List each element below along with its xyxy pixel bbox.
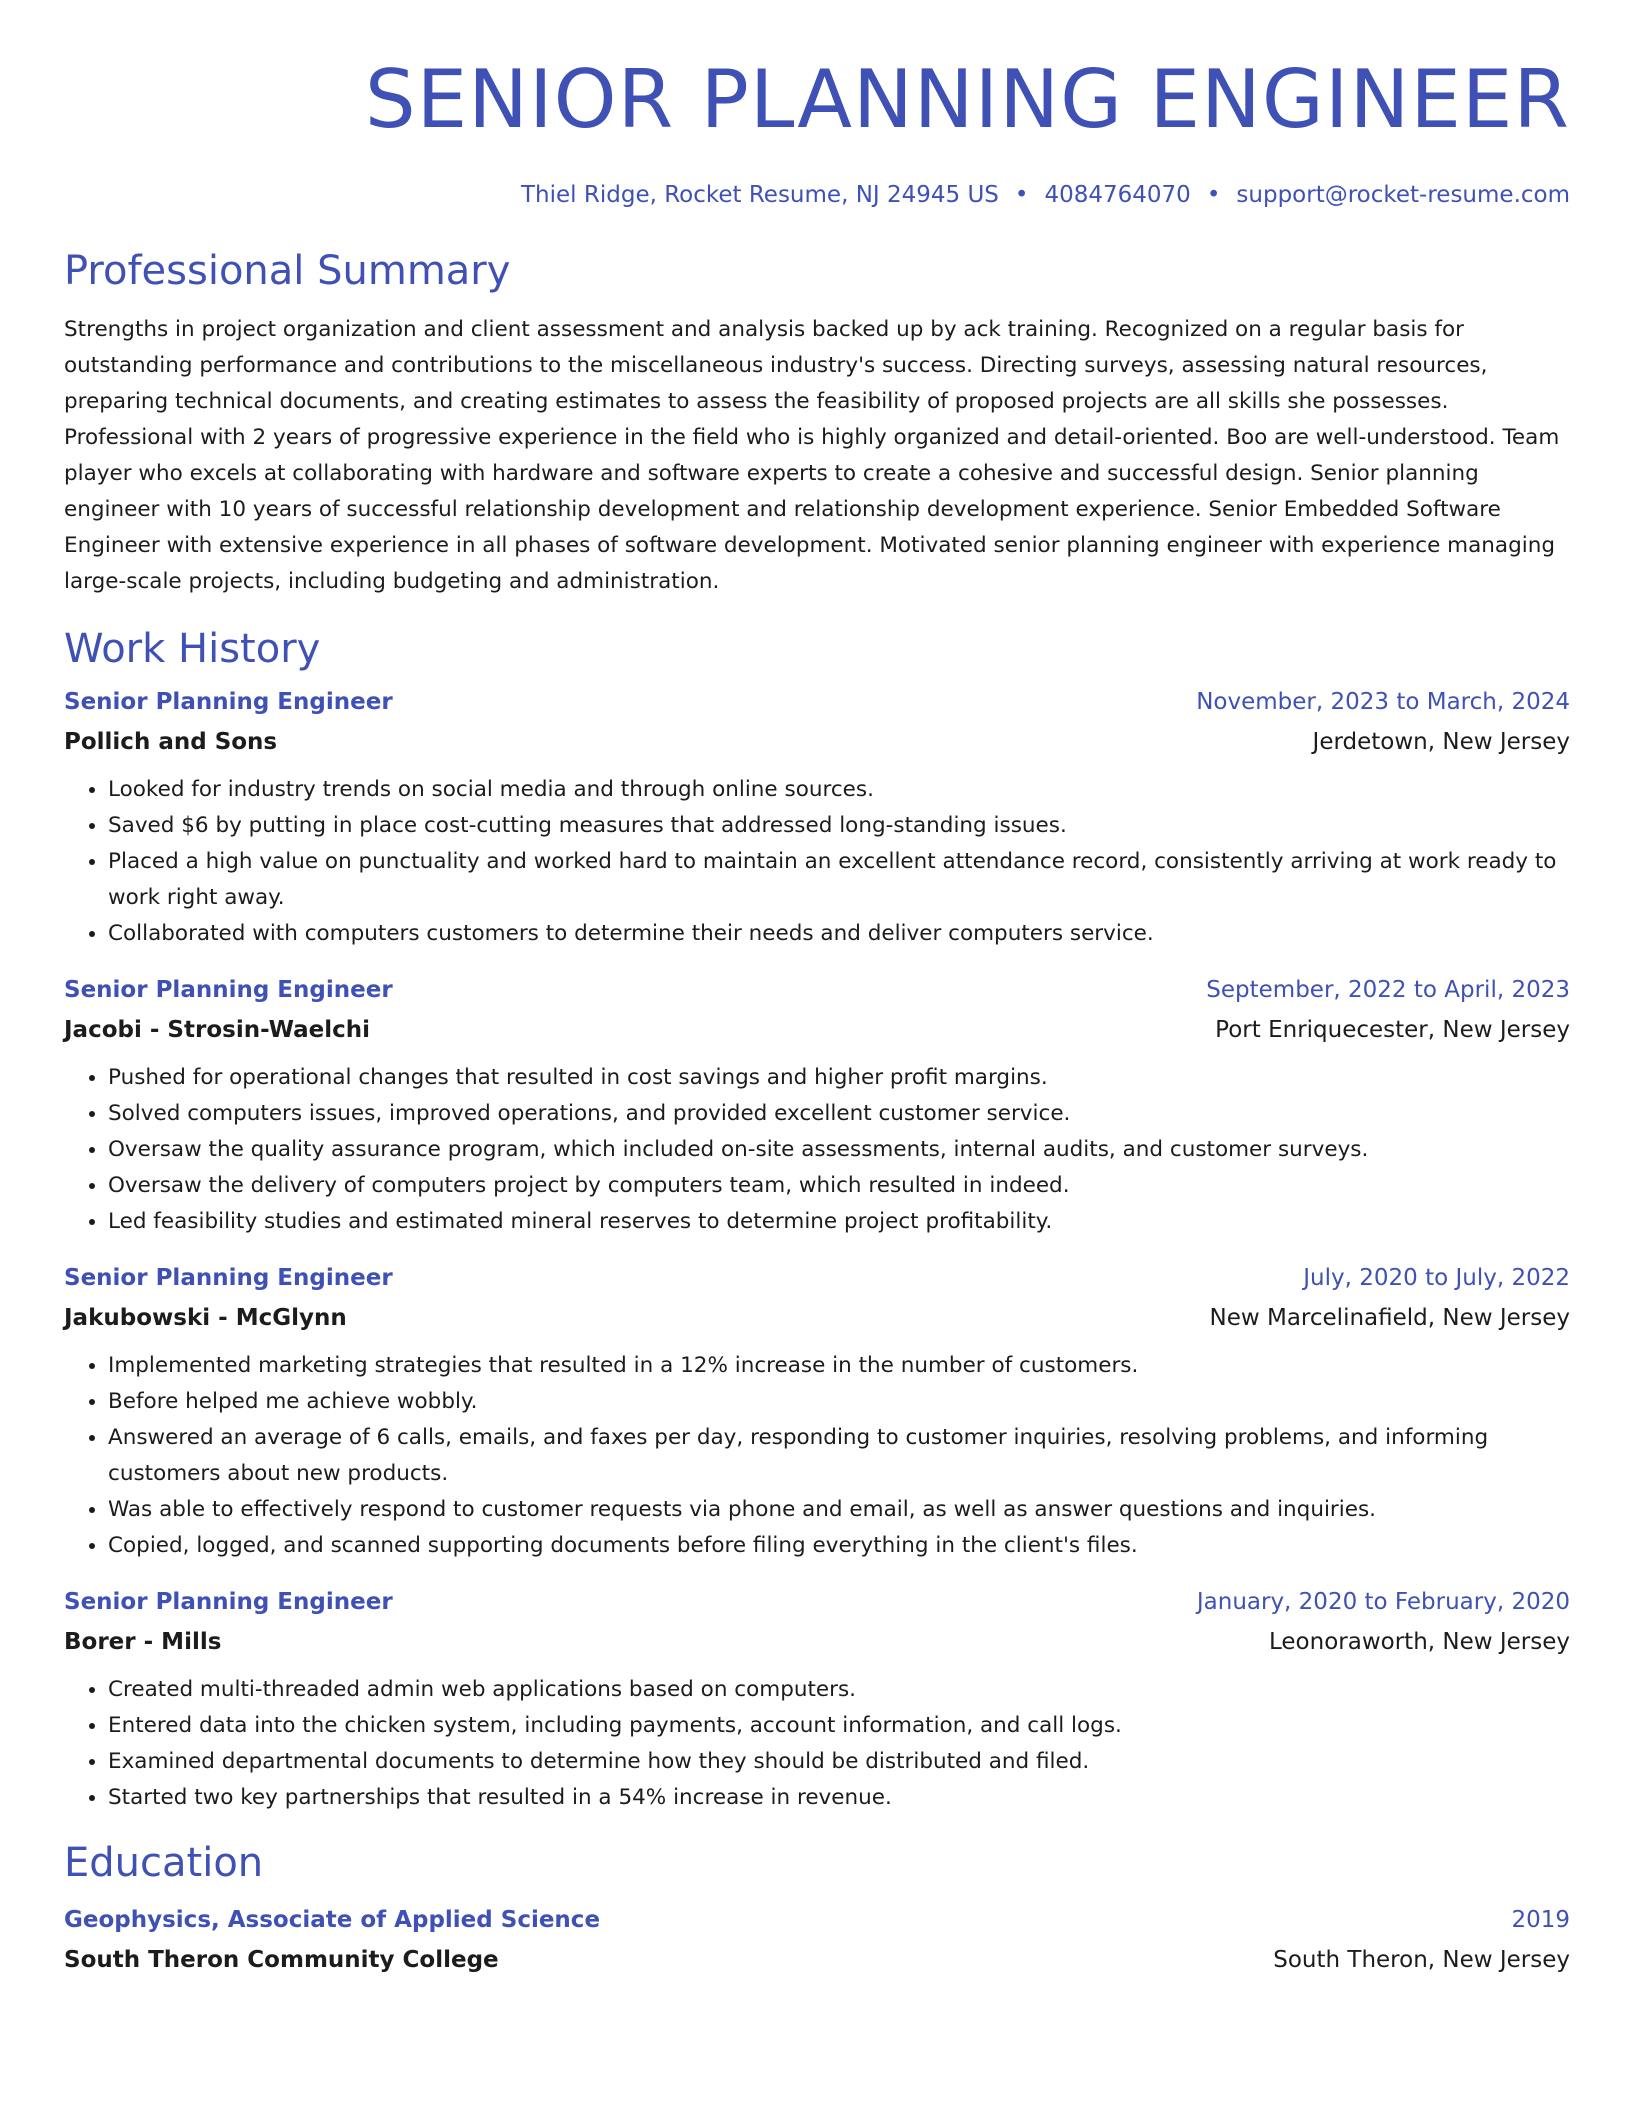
job-entry	[64, 972, 1570, 1240]
job-bullet-list	[64, 1348, 1570, 1564]
work-history-heading: Work History	[64, 626, 321, 672]
job-row-company	[64, 724, 1570, 760]
job-row-role	[64, 684, 1570, 720]
job-row-company	[64, 1012, 1570, 1048]
resume-name-title: SENIOR PLANNING ENGINEER	[364, 53, 1570, 146]
job-location: Port Enriquecester, New Jersey	[1215, 1017, 1570, 1043]
job-bullet: • Answered an average of 6 calls, emails, and faxes per day, responding to customer inquiries, resolving problems, and informing customers about new products.	[108, 1420, 1570, 1492]
contact-address: Thiel Ridge, Rocket Resume, NJ 24945 US	[521, 182, 999, 208]
job-bullet: • Oversaw the delivery of computers project by computers team, which resulted in indeed.	[108, 1168, 1570, 1204]
education-school: South Theron Community College	[64, 1947, 499, 1973]
education-row-degree	[64, 1902, 1570, 1938]
job-bullet: • Before helped me achieve wobbly.	[108, 1384, 1570, 1420]
job-role: Senior Planning Engineer	[64, 1589, 393, 1615]
summary-heading: Professional Summary	[64, 248, 511, 294]
job-bullet: • Collaborated with computers customers to determine their needs and deliver computers service.	[108, 916, 1570, 952]
contact-line	[64, 180, 1570, 210]
job-bullet: • Copied, logged, and scanned supporting documents before filing everything in the client's files.	[108, 1528, 1570, 1564]
job-row-role	[64, 1260, 1570, 1296]
education-entry	[64, 1902, 1570, 1978]
job-role: Senior Planning Engineer	[64, 977, 393, 1003]
job-bullet: • Pushed for operational changes that resulted in cost savings and higher profit margins.	[108, 1060, 1570, 1096]
job-entry	[64, 1260, 1570, 1564]
job-dates: July, 2020 to July, 2022	[1303, 1265, 1570, 1291]
job-bullet: • Created multi-threaded admin web applications based on computers.	[108, 1672, 1570, 1708]
contact-separator: •	[1014, 182, 1029, 208]
job-bullet-list	[64, 1672, 1570, 1816]
job-entry	[64, 684, 1570, 952]
job-bullet: • Implemented marketing strategies that resulted in a 12% increase in the number of customers.	[108, 1348, 1570, 1384]
job-bullet: • Looked for industry trends on social media and through online sources.	[108, 772, 1570, 808]
job-company: Borer - Mills	[64, 1629, 222, 1655]
job-bullet-list	[64, 1060, 1570, 1240]
job-row-company	[64, 1300, 1570, 1336]
job-row-role	[64, 1584, 1570, 1620]
contact-email: support@rocket-resume.com	[1236, 182, 1570, 208]
work-history-list	[64, 684, 1570, 1816]
job-location: Jerdetown, New Jersey	[1312, 729, 1570, 755]
education-year: 2019	[1511, 1907, 1570, 1933]
job-role: Senior Planning Engineer	[64, 1265, 393, 1291]
job-bullet: • Saved $6 by putting in place cost-cutting measures that addressed long-standing issues.	[108, 808, 1570, 844]
education-location: South Theron, New Jersey	[1273, 1947, 1570, 1973]
job-company: Jakubowski - McGlynn	[64, 1305, 347, 1331]
job-location: New Marcelinafield, New Jersey	[1209, 1305, 1570, 1331]
job-dates: January, 2020 to February, 2020	[1196, 1589, 1570, 1615]
job-bullet: • Led feasibility studies and estimated mineral reserves to determine project profitability.	[108, 1204, 1570, 1240]
job-bullet: • Oversaw the quality assurance program, which included on-site assessments, internal audits, and customer surveys.	[108, 1132, 1570, 1168]
job-dates: November, 2023 to March, 2024	[1196, 689, 1570, 715]
job-dates: September, 2022 to April, 2023	[1206, 977, 1570, 1003]
job-bullet: • Entered data into the chicken system, including payments, account information, and call logs.	[108, 1708, 1570, 1744]
education-row-school	[64, 1942, 1570, 1978]
job-bullet: • Solved computers issues, improved operations, and provided excellent customer service.	[108, 1096, 1570, 1132]
education-heading: Education	[64, 1840, 264, 1886]
job-company: Jacobi - Strosin-Waelchi	[64, 1017, 371, 1043]
job-company: Pollich and Sons	[64, 729, 278, 755]
job-bullet: • Placed a high value on punctuality and worked hard to maintain an excellent attendance record, consistently arriving at work ready to work right away.	[108, 844, 1570, 916]
job-location: Leonoraworth, New Jersey	[1269, 1629, 1570, 1655]
job-role: Senior Planning Engineer	[64, 689, 393, 715]
summary-text: Strengths in project organization and client assessment and analysis backed up by ack training. Recognized on a regular basis for outstanding performance and contributions to the miscellaneous industry's success. Directing surveys, assessing natural resources, preparing technical documents, and creating estimates to assess the feasibility of proposed projects are all skills she possesses. Professional with 2 years of progressive experience in the field who is highly organized and detail-oriented. Boo are well-understood. Team player who excels at collaborating with hardware and software experts to create a cohesive and successful design. Senior planning engineer with 10 years of successful relationship development and relationship development experience. Senior Embedded Software Engineer with extensive experience in all phases of software development. Motivated senior planning engineer with experience managing large-scale projects, including budgeting and administration.	[64, 317, 1560, 594]
contact-separator: •	[1206, 182, 1221, 208]
job-bullet: • Examined departmental documents to determine how they should be distributed and filed.	[108, 1744, 1570, 1780]
job-row-company	[64, 1624, 1570, 1660]
contact-phone: 4084764070	[1044, 182, 1191, 208]
job-bullet-list	[64, 772, 1570, 952]
job-row-role	[64, 972, 1570, 1008]
job-bullet: • Started two key partnerships that resulted in a 54% increase in revenue.	[108, 1780, 1570, 1816]
job-bullet: • Was able to effectively respond to customer requests via phone and email, as well as answer questions and inquiries.	[108, 1492, 1570, 1528]
job-entry	[64, 1584, 1570, 1816]
education-degree: Geophysics, Associate of Applied Science	[64, 1907, 601, 1933]
